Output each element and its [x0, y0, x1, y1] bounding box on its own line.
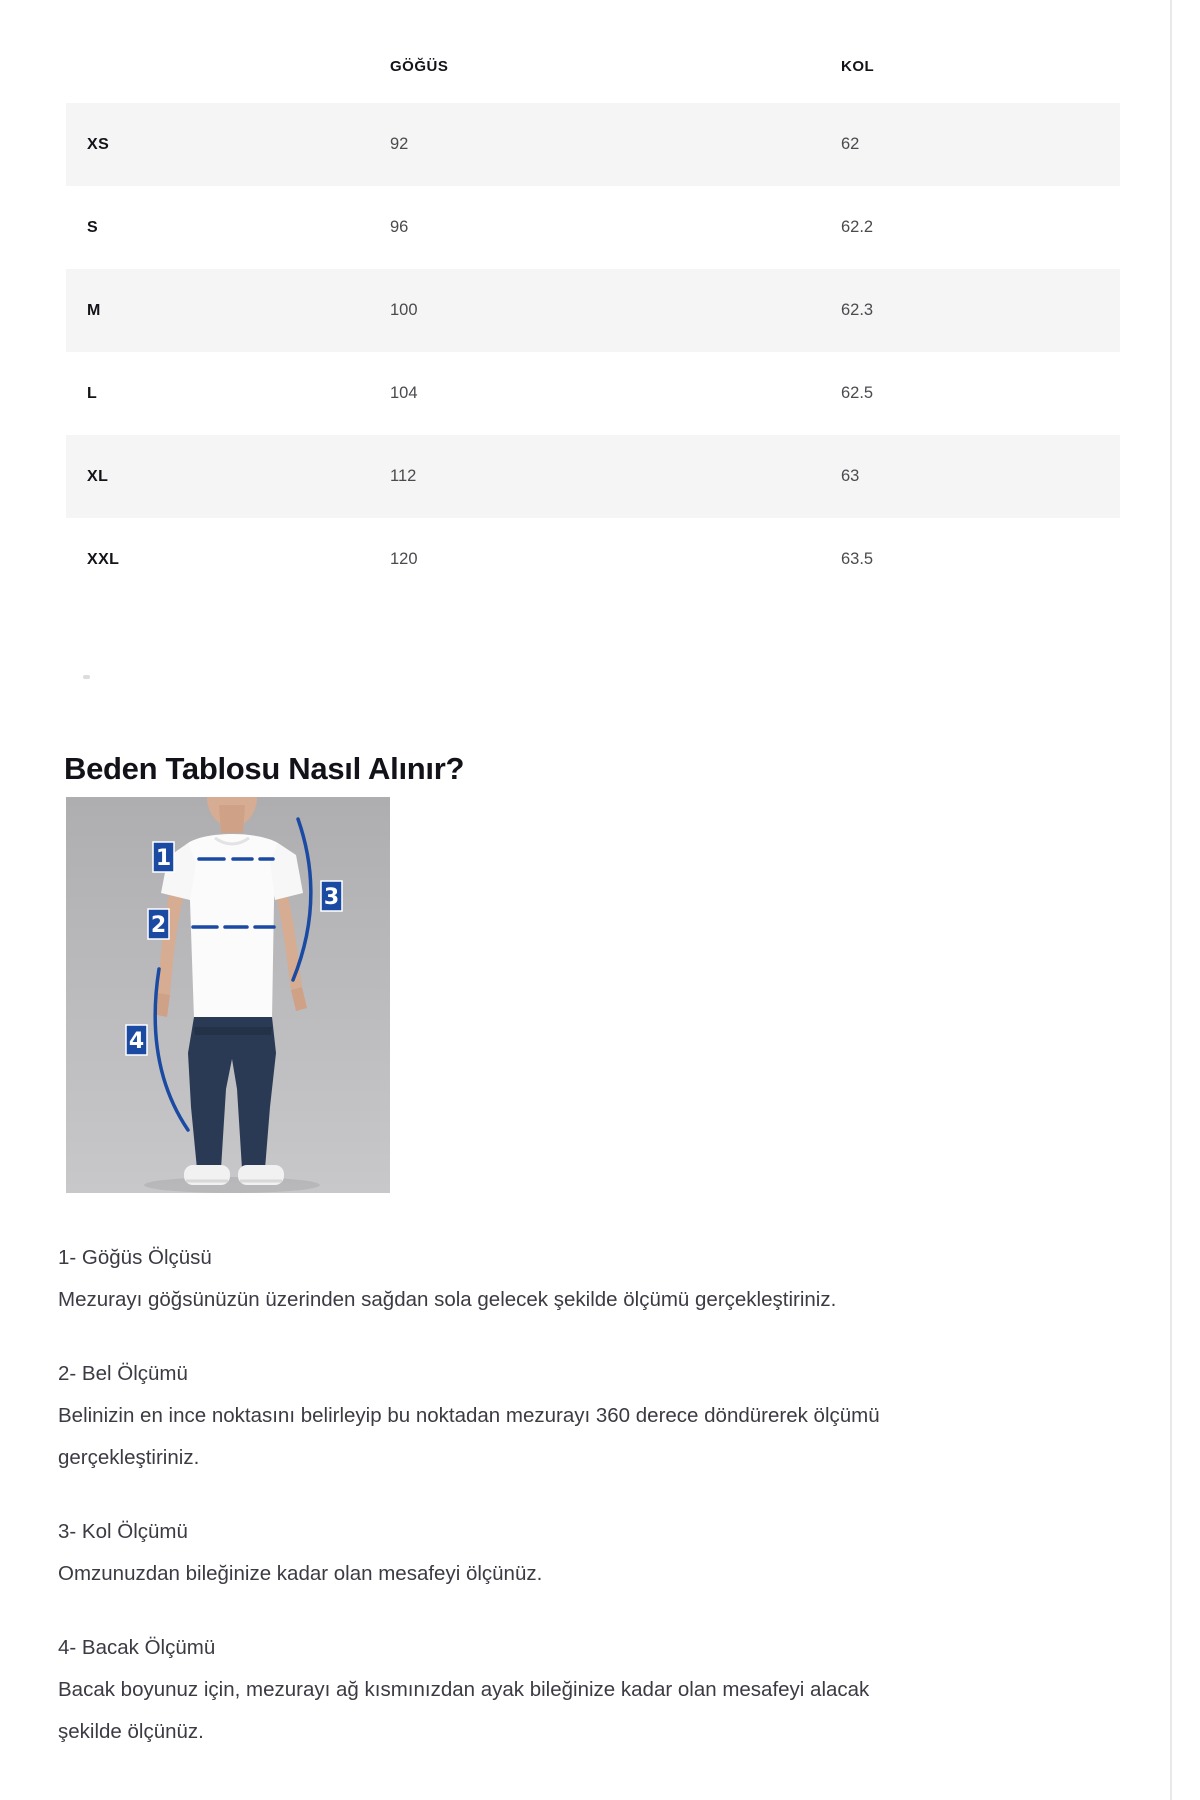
table-row — [66, 269, 1120, 352]
size-label: XL — [87, 467, 109, 485]
section-title: 2- Bel Ölçümü — [58, 1362, 188, 1385]
size-label: XXL — [87, 550, 120, 568]
chest-value: 96 — [390, 218, 409, 236]
instruction-section — [58, 1237, 1008, 1321]
section-body-line: gerçekleştiriniz. — [58, 1446, 200, 1469]
stray-mark — [83, 675, 90, 679]
table-row — [66, 435, 1120, 518]
arm-value: 63.5 — [841, 550, 874, 568]
chest-value: 104 — [390, 384, 418, 402]
arm-value: 63 — [841, 467, 860, 485]
size-table — [66, 30, 1120, 601]
floor-shadow — [144, 1177, 320, 1193]
section-body-line: Mezurayı göğsünüzün üzerinden sağdan sola gelecek şekilde ölçümü gerçekleştiriniz. — [58, 1288, 837, 1311]
instruction-section — [58, 1353, 1008, 1479]
table-row — [66, 103, 1120, 186]
size-label: L — [87, 384, 98, 402]
marker-1: 1 — [155, 846, 172, 871]
chest-value: 112 — [390, 467, 417, 485]
instruction-section — [58, 1627, 1008, 1753]
section-body-line: Bacak boyunuz için, mezurayı ağ kısmınızdan ayak bileğinize kadar olan mesafeyi alacak — [58, 1678, 870, 1701]
section-body-line: Omzunuzdan bileğinize kadar olan mesafeyi ölçünüz. — [58, 1562, 543, 1585]
marker-4: 4 — [128, 1029, 145, 1054]
size-label: XS — [87, 135, 110, 153]
size-table-header-row — [66, 30, 1120, 103]
guide-heading: Beden Tablosu Nasıl Alınır? — [64, 750, 465, 786]
section-title: 1- Göğüs Ölçüsü — [58, 1246, 212, 1269]
chest-column-header: GÖĞÜS — [390, 58, 449, 75]
arm-value: 62.2 — [841, 218, 874, 236]
arm-column-header: KOL — [841, 58, 875, 75]
scrollbar-track[interactable] — [1170, 0, 1172, 1800]
instruction-section — [58, 1511, 1008, 1595]
arm-value: 62 — [841, 135, 860, 153]
chest-value: 120 — [390, 550, 418, 568]
arm-value: 62.5 — [841, 384, 874, 402]
section-body-line: Belinizin en ince noktasını belirleyip bu noktadan mezurayı 360 derece döndürerek ölçümü — [58, 1404, 880, 1427]
size-label: M — [87, 301, 101, 319]
marker-3: 3 — [323, 885, 340, 910]
arm-value: 62.3 — [841, 301, 874, 319]
table-row — [66, 186, 1120, 269]
measurement-instructions — [58, 1237, 1008, 1785]
size-label: S — [87, 218, 99, 236]
chest-value: 92 — [390, 135, 409, 153]
section-body-line: şekilde ölçünüz. — [58, 1720, 204, 1743]
table-row — [66, 352, 1120, 435]
chest-value: 100 — [390, 301, 418, 319]
marker-2: 2 — [150, 913, 167, 938]
section-title: 4- Bacak Ölçümü — [58, 1636, 216, 1659]
section-title: 3- Kol Ölçümü — [58, 1520, 188, 1543]
measurement-guide-image — [66, 797, 390, 1193]
table-row — [66, 518, 1120, 601]
